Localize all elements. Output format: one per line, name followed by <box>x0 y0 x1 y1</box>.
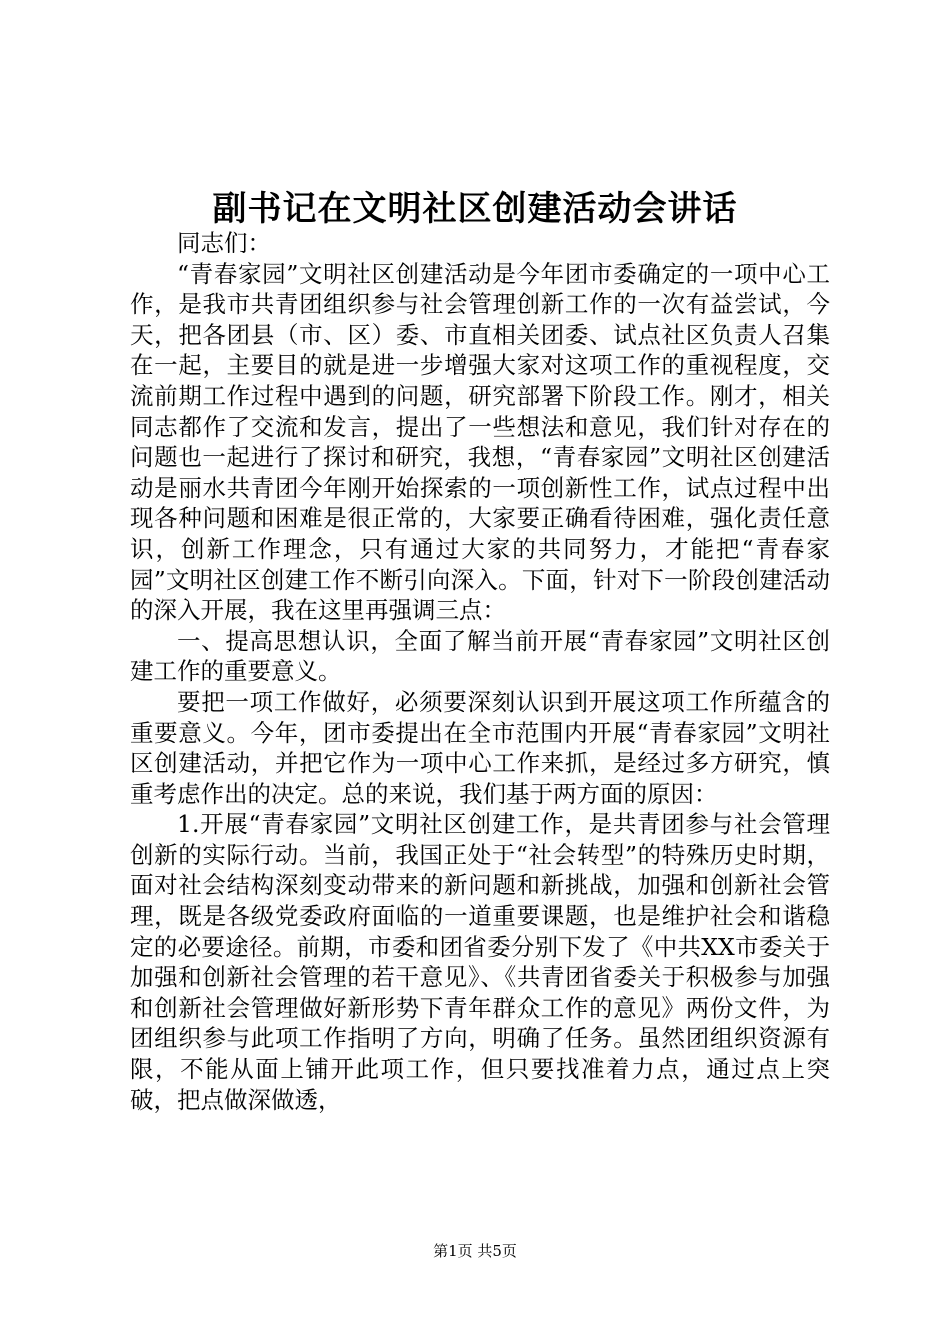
paragraph-salutation: 同志们： <box>177 229 271 257</box>
page-number-footer: 第1页 共5页 <box>433 1242 517 1260</box>
document-body <box>130 228 830 1115</box>
document-title: 副书记在文明社区创建活动会讲话 <box>212 189 738 229</box>
paragraph-significance: 要把一项工作做好，必须要深刻认识到开展这项工作所蕴含的重要意义。今年，团市委提出在全市范围内开展“青春家园”文明社区创建活动，并把它作为一项中心工作来抓，是经过多方研究，慎重考虑作出的决定。总的来说，我们基于两方面的原因： <box>130 687 830 808</box>
paragraph-heading-1: 一、提高思想认识，全面了解当前开展“青春家园”文明社区创建工作的重要意义。 <box>130 626 830 686</box>
paragraph-intro: “青春家园”文明社区创建活动是今年团市委确定的一项中心工作，是我市共青团组织参与社会管理创新工作的一次有益尝试，今天，把各团县（市、区）委、市直相关团委、试点社区负责人召集在一起，主要目的就是进一步增强大家对这项工作的重视程度，交流前期工作过程中遇到的问题，研究部署下阶段工作。刚才，相关同志都作了交流和发言，提出了一些想法和意见，我们针对存在的问题也一起进行了探讨和研究，我想，“青春家园”文明社区创建活动是丽水共青团今年刚开始探索的一项创新性工作，试点过程中出现各种问题和困难是很正常的，大家要正确看待困难，强化责任意识，创新工作理念，只有通过大家的共同努力，才能把“青春家园”文明社区创建工作不断引向深入。下面，针对下一阶段创建活动的深入开展，我在这里再强调三点： <box>130 259 830 625</box>
paragraph-point-1: 1.开展“青春家园”文明社区创建工作，是共青团参与社会管理创新的实际行动。当前，我国正处于“社会转型”的特殊历史时期，面对社会结构深刻变动带来的新问题和新挑战，加强和创新社会管理，既是各级党委政府面临的一道重要课题，也是维护社会和谐稳定的必要途径。前期，市委和团省委分别下发了《中共XX市委关于加强和创新社会管理的若干意见》、《共青团省委关于积极参与加强和创新社会管理做好新形势下青年群众工作的意见》两份文件，为团组织参与此项工作指明了方向，明确了任务。虽然团组织资源有限，不能从面上铺开此项工作，但只要找准着力点，通过点上突破，把点做深做透， <box>130 810 830 1114</box>
